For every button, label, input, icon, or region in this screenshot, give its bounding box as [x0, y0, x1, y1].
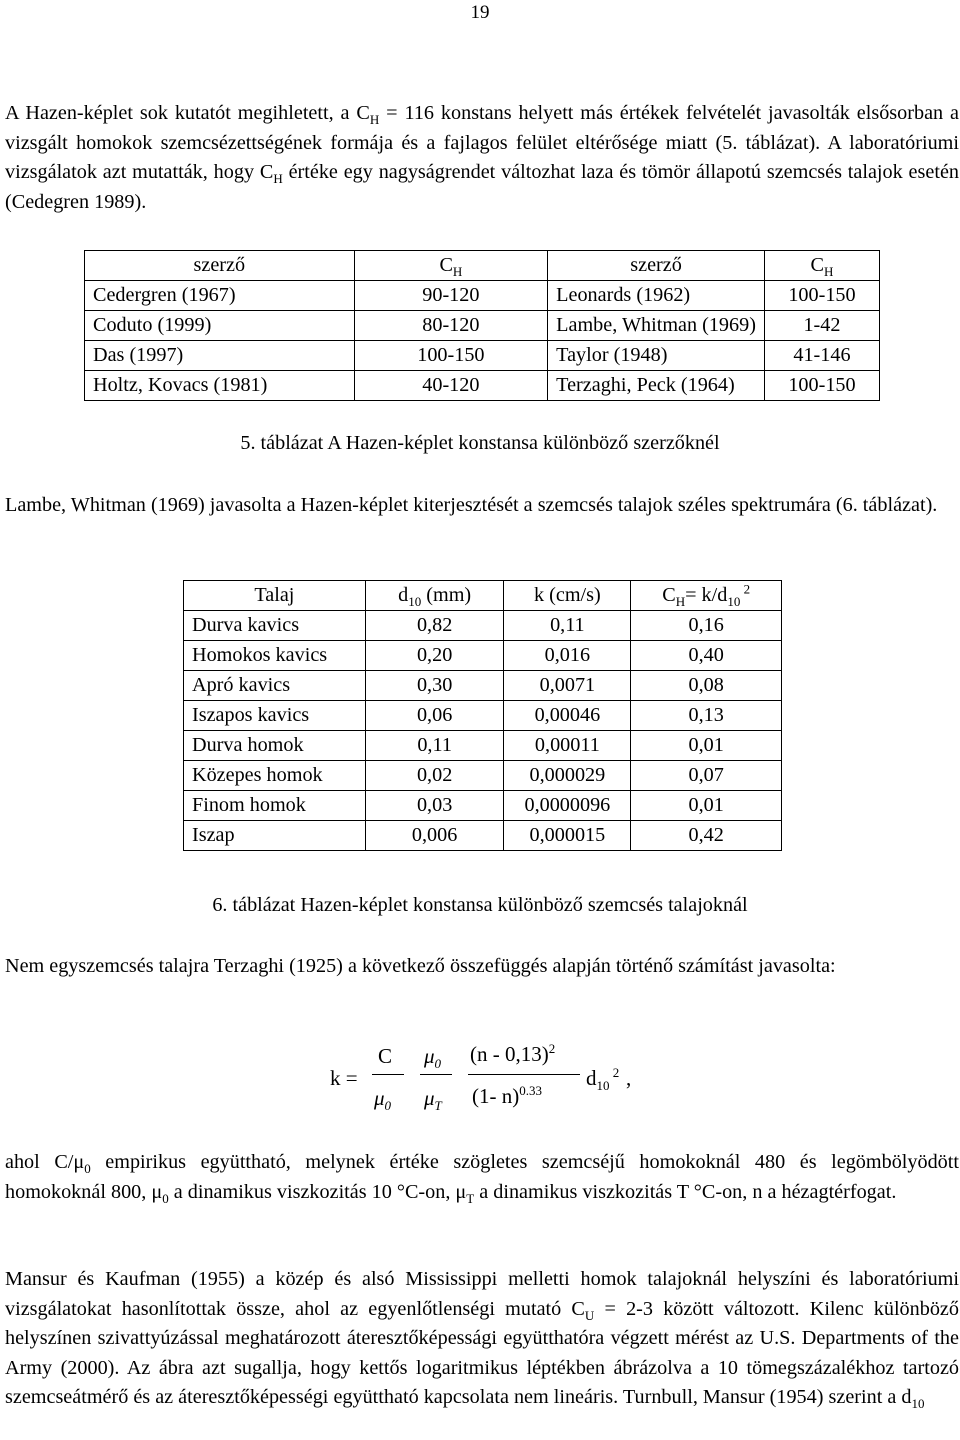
formula-comma: , — [626, 1066, 632, 1090]
table-5-body — [85, 251, 880, 401]
formula-lhs: k = — [330, 1066, 358, 1090]
table-header-cell: szerző — [548, 251, 765, 281]
table-row — [184, 761, 782, 791]
table-cell: 0,01 — [631, 731, 782, 761]
table-cell: 0,20 — [365, 641, 504, 671]
table-cell: Lambe, Whitman (1969) — [548, 311, 765, 341]
table-cell: 0,02 — [365, 761, 504, 791]
paragraph-lambe-whitman: Lambe, Whitman (1969) javasolta a Hazen-képlet kiterjesztését a szemcsés talajok széles spektrumára (6. táblázat). — [5, 494, 938, 516]
table-header-cell: $C_H$ — [354, 251, 548, 281]
table-header-cell: k (cm/s) — [504, 581, 631, 611]
page-number: 19 — [470, 2, 490, 23]
table-header-cell: $C_H= k/d_{10}$ $^2$ — [631, 581, 782, 611]
table-cell: 0,016 — [504, 641, 631, 671]
table-cell: Taylor (1948) — [548, 341, 765, 371]
table-cell: Durva homok — [184, 731, 366, 761]
paragraph-hazen-intro: A Hazen-képlet sok kutatót megihletett, a $C_H = 116$ konstans helyett más értékek felvételét javasolták elsősorban a vizsgált homokok szemcsézettségének formája és a fajlagos felület eltérősége miatt (5. táblázat). A laboratóriumi vizsgálatok azt mutatták, hogy $C_H$ értéke egy nagyságrendet változhat laza és tömör állapotú szemcsés talajok esetén (Cedegren 1989). — [5, 102, 959, 213]
table-row — [184, 821, 782, 851]
table-header-cell: Talaj — [184, 581, 366, 611]
table-cell: 0,13 — [631, 701, 782, 731]
table-cell: 0,07 — [631, 761, 782, 791]
table-row — [85, 341, 880, 371]
table-header-cell: szerző — [85, 251, 355, 281]
formula-mu0-numerator: $\mu_0$ — [424, 1044, 442, 1072]
table-cell: 100-150 — [764, 281, 879, 311]
formula-numerator: (n - 0,13)$^2$ — [470, 1041, 556, 1066]
table-row — [85, 311, 880, 341]
table-cell: 0,000015 — [504, 821, 631, 851]
table-cell: Leonards (1962) — [548, 281, 765, 311]
table-row — [184, 671, 782, 701]
table-cell: Iszap — [184, 821, 366, 851]
table-5-caption: 5. táblázat A Hazen-képlet konstansa különböző szerzőknél — [240, 432, 720, 454]
table-6-body — [184, 581, 782, 851]
table-cell: 0,82 — [365, 611, 504, 641]
table-row — [184, 701, 782, 731]
table-cell: 0,11 — [365, 731, 504, 761]
table-cell: Holtz, Kovacs (1981) — [85, 371, 355, 401]
formula-fraction-bar-2 — [420, 1074, 452, 1075]
table-cell: Cedergren (1967) — [85, 281, 355, 311]
terzaghi-formula — [330, 1040, 690, 1130]
table-cell: Iszapos kavics — [184, 701, 366, 731]
table-header-cell: $C_H$ — [764, 251, 879, 281]
formula-muT-denominator: $\mu_T$ — [424, 1086, 442, 1114]
table-cell: 0,16 — [631, 611, 782, 641]
table-header-row — [85, 251, 880, 281]
table-cell: 0,00046 — [504, 701, 631, 731]
table-row — [184, 731, 782, 761]
table-cell: Terzaghi, Peck (1964) — [548, 371, 765, 401]
table-cell: Apró kavics — [184, 671, 366, 701]
table-6 — [183, 580, 782, 851]
table-cell: 0,006 — [365, 821, 504, 851]
table-cell: 0,30 — [365, 671, 504, 701]
table-cell: 0,00011 — [504, 731, 631, 761]
table-cell: Közepes homok — [184, 761, 366, 791]
formula-fraction-bar-1 — [372, 1074, 404, 1075]
table-cell: Das (1997) — [85, 341, 355, 371]
table-cell: 0,0071 — [504, 671, 631, 701]
table-cell: Homokos kavics — [184, 641, 366, 671]
table-row — [184, 611, 782, 641]
table-cell: 40-120 — [354, 371, 548, 401]
table-cell: 90-120 — [354, 281, 548, 311]
table-row — [184, 791, 782, 821]
table-cell: 0,0000096 — [504, 791, 631, 821]
table-cell: 1-42 — [764, 311, 879, 341]
table-cell: 100-150 — [764, 371, 879, 401]
table-row — [85, 371, 880, 401]
table-6-caption: 6. táblázat Hazen-képlet konstansa különböző szemcsés talajoknál — [212, 894, 748, 916]
table-5 — [84, 250, 880, 401]
table-cell: 0,42 — [631, 821, 782, 851]
table-cell: Durva kavics — [184, 611, 366, 641]
table-cell: 0,40 — [631, 641, 782, 671]
table-cell: 0,08 — [631, 671, 782, 701]
formula-C: C — [378, 1044, 393, 1068]
table-row — [85, 281, 880, 311]
table-cell: 0,01 — [631, 791, 782, 821]
table-cell: 100-150 — [354, 341, 548, 371]
table-cell: 0,11 — [504, 611, 631, 641]
table-cell: 0,03 — [365, 791, 504, 821]
table-header-row — [184, 581, 782, 611]
formula-mu0-denominator: $\mu_0$ — [374, 1086, 392, 1114]
table-row — [184, 641, 782, 671]
table-cell: 0,06 — [365, 701, 504, 731]
table-cell: 0,000029 — [504, 761, 631, 791]
formula-denominator: (1- n)$^{0.33}$ — [472, 1083, 542, 1108]
table-cell: 80-120 — [354, 311, 548, 341]
table-header-cell: $d_{10}$ (mm) — [365, 581, 504, 611]
formula-d10: $d_{10}$ $^2$ — [586, 1065, 620, 1094]
table-cell: Coduto (1999) — [85, 311, 355, 341]
paragraph-where: ahol $C/\mu_0$ empirikus együttható, melynek értéke szögletes szemcséjű homokoknál 480 és legömbölyödött homokoknál 800, $\mu_0$ a dinamikus viszkozitás 10 °C-on, $\mu_T$ a dinamikus viszkozitás T °C-on, n a hézagtérfogat. — [5, 1151, 959, 1206]
paragraph-mansur-kaufman: Mansur és Kaufman (1955) a közép és alsó Mississippi melletti homok talajoknál helyszíni és laboratóriumi vizsgálatokat hasonlítottak össze, ahol az egyenlőtlenségi mutató $C_U = 2-3$ között változott. Kilenc különböző helyszínen szivattyúzással meghatározott áteresztőképessági együtthatóra végzett mérést az U.S. Departments of the Army (2000). Az ábra azt sugallja, hogy kettős logaritmikus léptékben ábrázolva a 10 tömegszázalékhoz tartozó szemcseátmérő és az áteresztőképességi együttható kapcsolata nem lineáris. Turnbull, Mansur (1954) szerint a $d_{10}$ — [5, 1268, 959, 1412]
table-cell: Finom homok — [184, 791, 366, 821]
table-cell: 41-146 — [764, 341, 879, 371]
paragraph-terzaghi: Nem egyszemcsés talajra Terzaghi (1925) a következő összefüggés alapján történő számítást javasolta: — [5, 955, 836, 977]
formula-fraction-bar-3 — [468, 1074, 580, 1075]
